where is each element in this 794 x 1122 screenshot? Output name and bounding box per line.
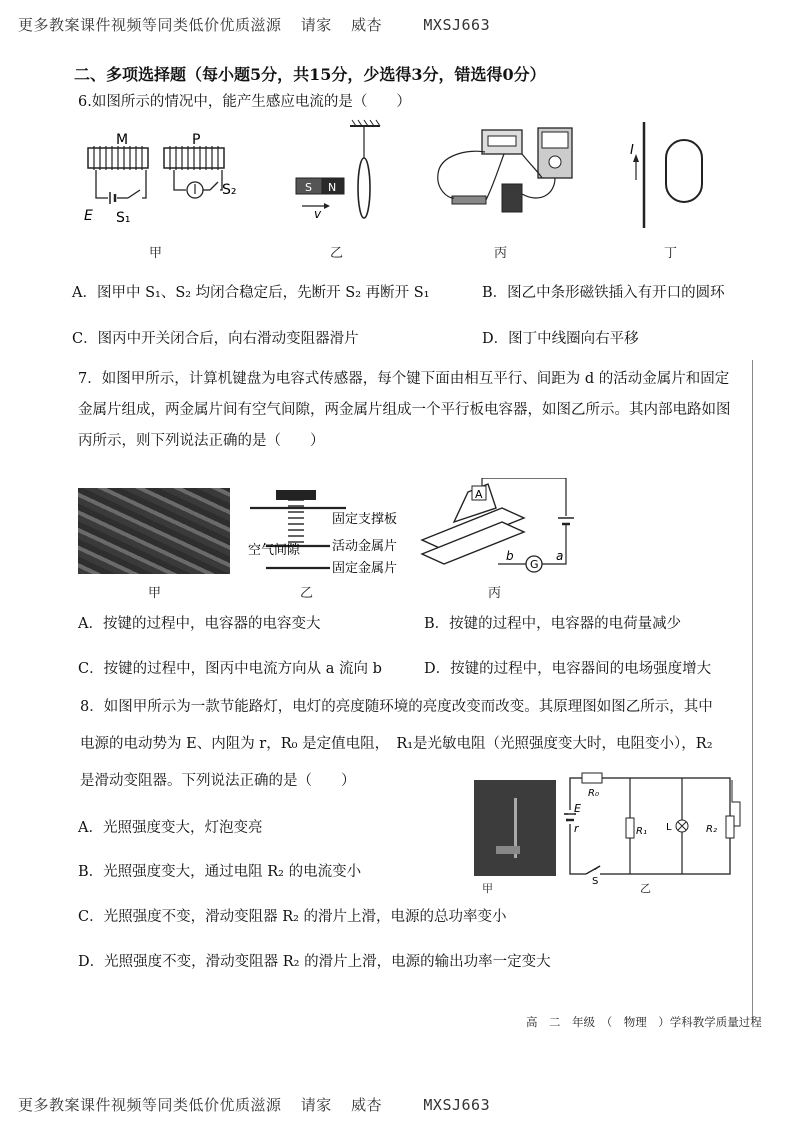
q8-option-d: D．光照强度不变，滑动变阻器 R₂ 的滑片上滑，电源的输出功率一定变大 — [78, 954, 551, 970]
q6-figure-yi — [292, 118, 392, 228]
q7-yi-label-gap: 空气间隙 — [248, 543, 301, 558]
q6-ding-label-I: I — [630, 143, 634, 158]
q7-option-c: C．按键的过程中，图丙中电流方向从 a 流向 b — [78, 661, 382, 677]
q6-yi-label-v: v — [314, 207, 322, 221]
bottom-header — [18, 1094, 490, 1115]
q6-option-a: A．图甲中 S₁、S₂ 均闭合稳定后，先断开 S₂ 再断开 S₁ — [72, 285, 430, 301]
q6-option-d: D．图丁中线圈向右平移 — [482, 331, 639, 347]
q8-yi-label-E: E — [574, 802, 581, 815]
q7-option-a: A．按键的过程中，电容器的电容变大 — [78, 616, 321, 632]
q6-jia-label-S2: S₂ — [222, 182, 237, 198]
q8-figure-jia-streetlamp-photo — [474, 780, 556, 876]
section-title: 二、多项选择题（每小题5分，共15分，少选得3分，错选得0分） — [74, 65, 546, 84]
q7-bing-label-a: a — [556, 549, 564, 563]
q6-jia-label-M: M — [116, 132, 129, 148]
q7-figure-bing — [418, 478, 594, 578]
q6-figure-ding — [626, 120, 716, 232]
page-footer: 高 二 年级 （ 物理 ）学科教学质量过程 — [526, 1015, 762, 1029]
q8-yi-label-R2: R₂ — [706, 824, 717, 835]
q7-caption-yi: 乙 — [300, 586, 314, 601]
q6-caption-jia: 甲 — [149, 246, 163, 261]
q7-yi-label-fixed: 固定金属片 — [332, 561, 398, 576]
q8-caption-yi: 乙 — [640, 882, 651, 895]
header-name: 威杏 — [351, 16, 383, 34]
q7-yi-label-support: 固定支撑板 — [332, 512, 398, 527]
q6-jia-label-E: E — [84, 208, 93, 224]
q8-option-c: C．光照强度不变，滑动变阻器 R₂ 的滑片上滑，电源的总功率变小 — [78, 909, 507, 925]
q6-yi-label-N: N — [328, 181, 337, 194]
q7-caption-bing: 丙 — [488, 586, 502, 601]
header-invite: 请家 — [300, 16, 332, 34]
q8-option-b: B．光照强度变大，通过电阻 R₂ 的电流变小 — [78, 864, 362, 880]
q6-option-c: C．图丙中开关闭合后，向右滑动变阻器滑片 — [72, 331, 359, 347]
q6-stem: 6.如图所示的情况中，能产生感应电流的是（ ） — [78, 94, 411, 110]
q6-caption-yi: 乙 — [330, 246, 344, 261]
q8-option-a: A．光照强度变大，灯泡变亮 — [78, 820, 263, 836]
q7-bing-label-b: b — [506, 549, 514, 563]
q7-figure-yi — [246, 488, 412, 578]
q6-figure-jia — [82, 128, 242, 238]
q8-stem-line1: 8．如图甲所示为一款节能路灯，电灯的亮度随环境的亮度改变而改变。其原理图如图乙所示，其中 — [80, 699, 713, 715]
q6-figure-bing — [430, 124, 580, 224]
q7-stem: 7．如图甲所示，计算机键盘为电容式传感器，每个键下面由相互平行、间距为 d 的活动金属片和固定金属片组成，两金属片间有空气间隙，两金属片组成一个平行板电容器，如图乙所示。其内部电路如图丙所示，则下列说法正确的是（ ） — [78, 371, 731, 449]
q6-option-b: B．图乙中条形磁铁插入有开口的圆环 — [482, 285, 725, 301]
q8-stem-line3: 是滑动变阻器。下列说法正确的是（ ） — [80, 773, 356, 789]
bottom-header-promo: 更多教案课件视频等同类低价优质滋源 — [18, 1096, 282, 1114]
q7-option-b: B．按键的过程中，电容器的电荷量减少 — [424, 616, 682, 632]
q6-jia-label-S1: S₁ — [116, 210, 131, 226]
header-promo: 更多教案课件视频等同类低价优质滋源 — [18, 16, 282, 34]
q7-bing-label-G: G — [530, 558, 539, 571]
q6-caption-ding: 丁 — [664, 246, 678, 261]
q7-bing-label-A: A — [475, 488, 483, 501]
bottom-header-name: 威杏 — [351, 1096, 383, 1114]
q7-caption-jia: 甲 — [148, 586, 162, 601]
bottom-header-code: MXSJ663 — [423, 1096, 491, 1114]
q8-yi-label-S: S — [592, 876, 599, 884]
q8-yi-label-L: L — [666, 822, 672, 833]
q7-figure-jia-keyboard-photo — [78, 488, 230, 574]
top-header — [18, 14, 490, 35]
q6-caption-bing: 丙 — [494, 246, 508, 261]
q8-yi-label-R0: R₀ — [588, 788, 599, 799]
q8-stem-line2: 电源的电动势为 E、内阻为 r，R₀ 是定值电阻， R₁是光敏电阻（光照强度变大时，电阻变小），R₂ — [80, 736, 713, 752]
q8-yi-label-R1: R₁ — [636, 826, 647, 837]
q8-figure-yi — [560, 772, 746, 884]
q8-yi-label-r: r — [574, 822, 579, 835]
bottom-header-invite: 请家 — [300, 1096, 332, 1114]
q6-yi-label-S: S — [305, 181, 312, 194]
header-code: MXSJ663 — [423, 16, 491, 34]
q8-caption-jia: 甲 — [482, 882, 493, 895]
q7-yi-label-movable: 活动金属片 — [332, 539, 398, 554]
q6-jia-label-P: P — [192, 132, 201, 148]
page-right-border — [752, 360, 753, 1020]
q7-option-d: D．按键的过程中，电容器间的电场强度增大 — [424, 661, 712, 677]
